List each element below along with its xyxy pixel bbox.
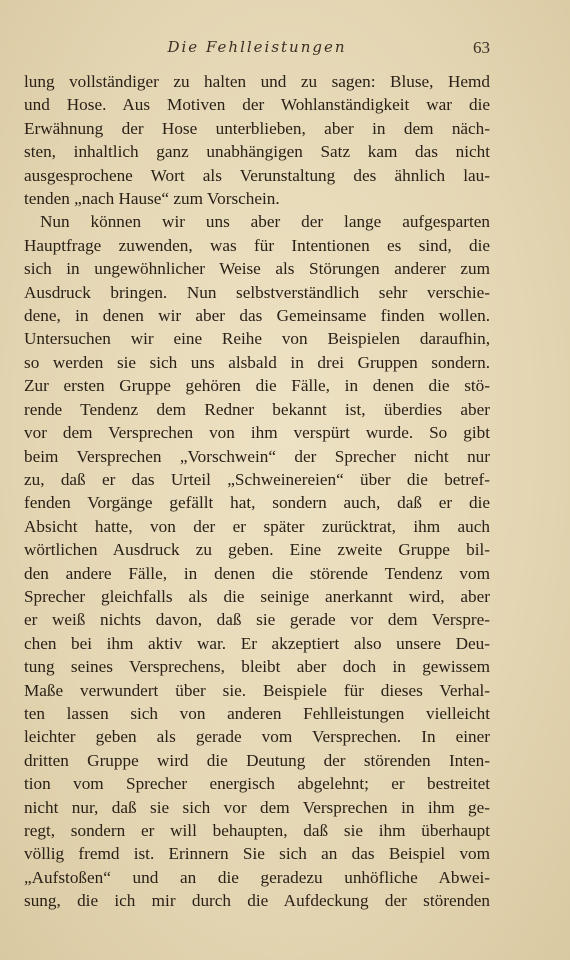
text-line: ten lassen sich von anderen Fehlleistungen vielleicht [24, 703, 490, 723]
text-line: rende Tendenz dem Redner bekannt ist, überdies aber [24, 399, 490, 419]
text-line: Hauptfrage zuwenden, was für Intentionen es sind, die [24, 235, 490, 255]
text-line: beim Versprechen „Vorschwein“ der Sprecher nicht nur [24, 446, 490, 466]
text-line: zu, daß er das Urteil „Schweinereien“ über die betref- [24, 469, 490, 489]
text-line: sung, die ich mir durch die Aufdeckung der störenden [24, 891, 490, 911]
text-line: Zur ersten Gruppe gehören die Fälle, in denen die stö- [24, 376, 490, 396]
text-line: vor dem Versprechen von ihm verspürt wurde. So gibt [24, 423, 490, 443]
text-line: „Aufstoßen“ und an die geradezu unhöfliche Abwei- [24, 867, 490, 887]
text-line: Maße verwundert über sie. Beispiele für dieses Verhal- [24, 680, 490, 700]
text-line: Nun können wir uns aber der lange aufgesparten [40, 212, 490, 232]
text-line: tung seines Versprechens, bleibt aber doch in gewissem [24, 657, 490, 677]
text-line: Untersuchen wir eine Reihe von Beispielen daraufhin, [24, 329, 490, 349]
page-number: 63 [473, 38, 490, 57]
text-line: dene, in denen wir aber das Gemeinsame finden wollen. [24, 306, 490, 326]
body-text [24, 70, 490, 913]
text-line: tenden „nach Hause“ zum Vorschein. [24, 189, 280, 209]
text-line: Absicht hatte, von der er später zurücktrat, ihm auch [24, 516, 490, 536]
text-line: er weiß nichts davon, daß sie gerade vor dem Verspre- [24, 610, 490, 630]
text-line: Ausdruck bringen. Nun selbstverständlich sehr verschie- [24, 282, 490, 302]
text-line: dritten Gruppe wird die Deutung der störenden Inten- [24, 750, 490, 770]
running-title: Die Fehlleistungen [167, 38, 347, 56]
text-line: sich in ungewöhnlicher Weise als Störungen anderer zum [24, 259, 490, 279]
text-line: nicht nur, daß sie sich vor dem Versprechen in ihm ge- [24, 797, 490, 817]
text-line: tion vom Sprecher energisch abgelehnt; er bestreitet [24, 774, 490, 794]
text-line: ausgesprochene Wort als Verunstaltung des ähnlich lau- [24, 165, 490, 185]
text-line: lung vollständiger zu halten und zu sagen: Bluse, Hemd [24, 72, 490, 91]
text-line: völlig fremd ist. Erinnern Sie sich an das Beispiel vom [24, 844, 490, 864]
text-line: chen bei ihm aktiv war. Er akzeptiert also unsere Deu- [24, 633, 490, 653]
text-line: fenden Vorgänge gefällt hat, sondern auch, daß er die [24, 493, 490, 513]
text-line: so werden sie sich uns alsbald in drei Gruppen sondern. [24, 352, 490, 372]
text-line: und Hose. Aus Motiven der Wohlanständigkeit war die [24, 95, 490, 115]
text-line: Erwähnung der Hose unterblieben, aber in dem näch- [24, 118, 490, 138]
text-line: wörtlichen Ausdruck zu geben. Eine zweite Gruppe bil- [24, 540, 490, 560]
text-line: den andere Fälle, in denen die störende Tendenz vom [24, 563, 490, 583]
text-line: regt, sondern er will behaupten, daß sie ihm überhaupt [24, 821, 490, 840]
page-header [24, 38, 490, 62]
text-line: leichter geben als gerade vom Versprechen. In einer [24, 727, 490, 747]
text-line: Sprecher gleichfalls als die seinige anerkannt wird, aber [24, 586, 490, 606]
text-line: sten, inhaltlich ganz unabhängigen Satz kam das nicht [24, 142, 490, 162]
